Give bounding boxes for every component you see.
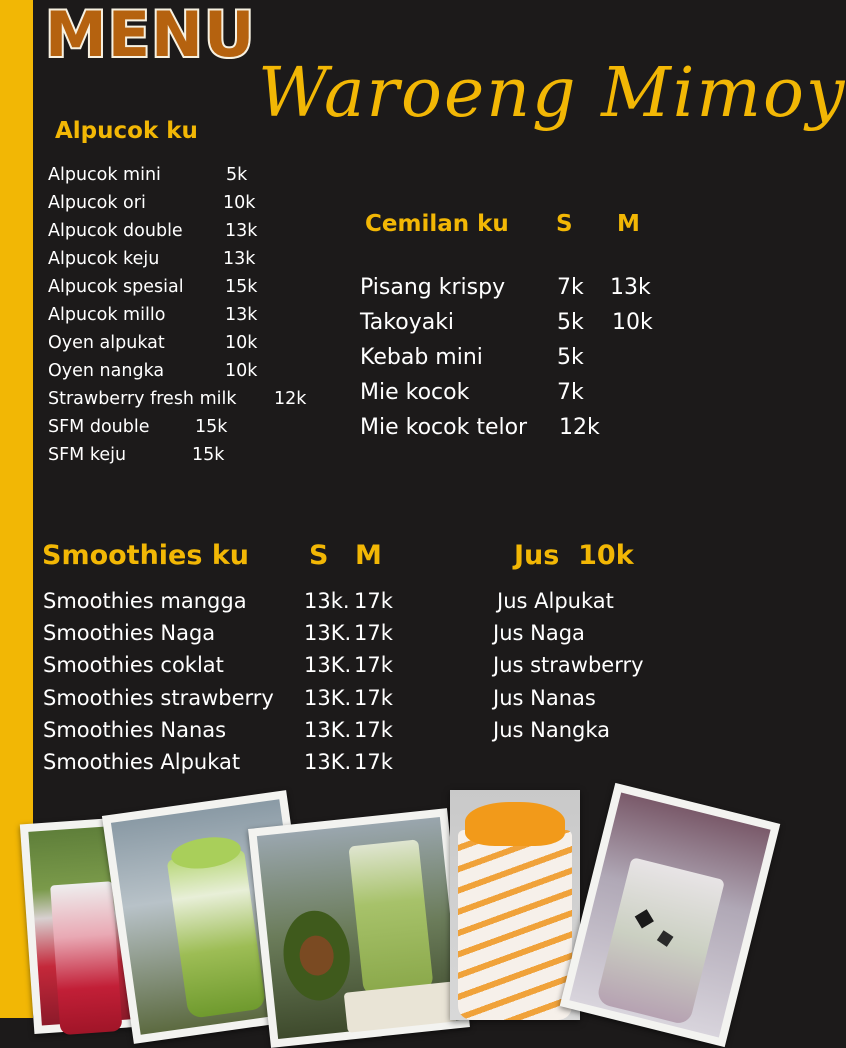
cemilan-size-s: S: [556, 211, 573, 237]
cemilan-heading: Cemilan ku: [365, 211, 509, 237]
jus-heading: Jus 10k: [514, 540, 634, 571]
photo-mango-smoothie: [450, 790, 580, 1020]
cemilan-size-m: M: [617, 211, 640, 237]
alpucok-heading: Alpucok ku: [55, 118, 198, 144]
smoothies-size-m: M: [355, 540, 382, 571]
smoothies-heading: Smoothies ku: [42, 540, 250, 571]
brand-name: Waroeng Mimoy: [258, 54, 846, 133]
photo-mixed-drink: [560, 783, 781, 1047]
photo-avocado-cups: [248, 808, 470, 1048]
smoothies-size-s: S: [309, 540, 329, 571]
photo-collage: [33, 780, 720, 1018]
menu-title: MENU: [45, 0, 256, 71]
